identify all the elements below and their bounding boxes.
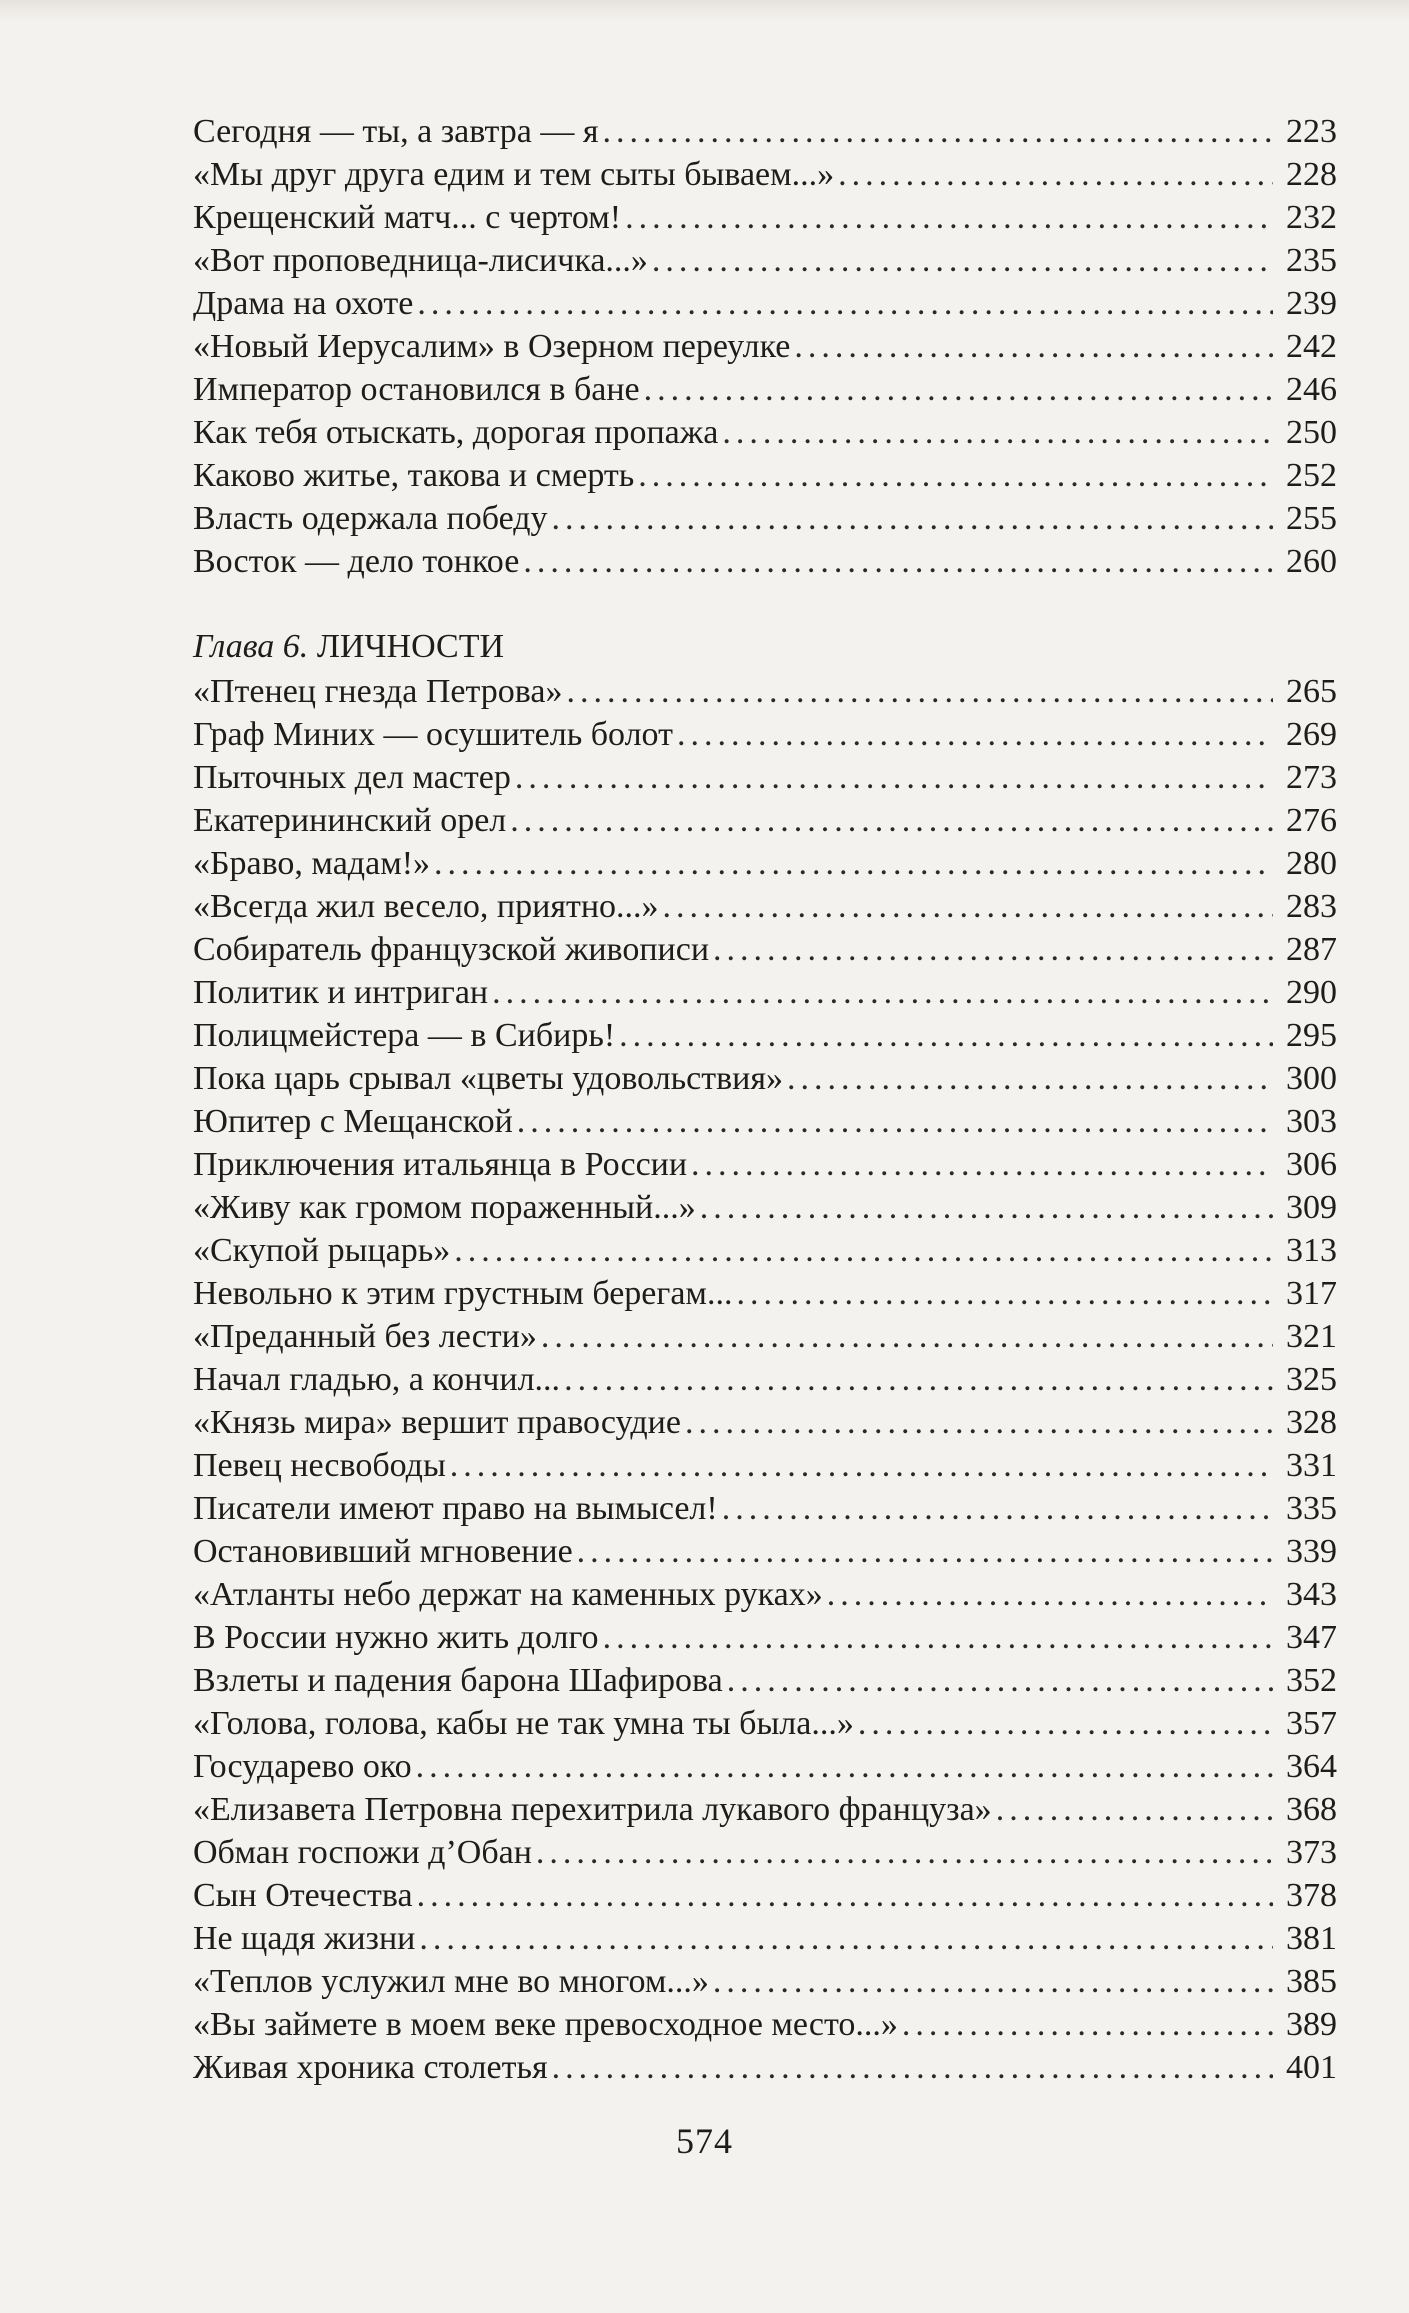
toc-entry-title: Полицмейстера — в Сибирь! xyxy=(193,1017,616,1054)
dot-leader xyxy=(536,1831,1273,1874)
toc-entry-page: 368 xyxy=(1286,1791,1337,1828)
dot-leader xyxy=(827,1573,1273,1616)
dot-leader xyxy=(515,756,1273,799)
dot-leader xyxy=(510,799,1273,842)
dot-leader xyxy=(492,971,1273,1014)
toc-entry-title: «Новый Иерусалим» в Озерном переулке xyxy=(193,328,791,365)
toc-entry-title: Невольно к этим грустным берегам... xyxy=(193,1275,733,1312)
toc-entry xyxy=(193,1272,1337,1315)
toc-entry-title: Драма на охоте xyxy=(193,285,414,322)
toc-entry-title: Крещенский матч... с чертом! xyxy=(193,199,622,236)
toc-entry-page: 339 xyxy=(1286,1533,1337,1570)
toc-entry xyxy=(193,1831,1337,1874)
toc-entry-page: 303 xyxy=(1286,1103,1337,1140)
toc-entry xyxy=(193,368,1337,411)
toc-entry xyxy=(193,1315,1337,1358)
toc-entry xyxy=(193,196,1337,239)
toc-entry xyxy=(193,1530,1337,1573)
toc-entry-title: «Теплов услужил мне во многом...» xyxy=(193,1963,709,2000)
toc-entry-page: 352 xyxy=(1286,1662,1337,1699)
dot-leader xyxy=(577,1530,1273,1573)
toc-entry-page: 252 xyxy=(1286,457,1337,494)
toc-entry-page: 276 xyxy=(1286,802,1337,839)
toc-entry-title: Граф Миних — осушитель болот xyxy=(193,716,673,753)
toc-entry-page: 401 xyxy=(1286,2049,1337,2086)
toc-entry-page: 300 xyxy=(1286,1060,1337,1097)
toc-entry xyxy=(193,885,1337,928)
toc-entry-page: 309 xyxy=(1286,1189,1337,1226)
toc-entry-title: «Преданный без лести» xyxy=(193,1318,537,1355)
toc-entry-page: 232 xyxy=(1286,199,1337,236)
dot-leader xyxy=(450,1444,1273,1487)
toc-entry-title: «Птенец гнезда Петрова» xyxy=(193,673,563,710)
toc-entry-page: 317 xyxy=(1286,1275,1337,1312)
dot-leader xyxy=(685,1401,1273,1444)
toc-entry-title: «Браво, мадам!» xyxy=(193,845,431,882)
toc-entry-title: Остановивший мгновение xyxy=(193,1533,573,1570)
dot-leader xyxy=(644,368,1273,411)
toc-entry-title: Живая хроника столетья xyxy=(193,2049,548,2086)
dot-leader xyxy=(713,928,1273,971)
toc-entry xyxy=(193,1186,1337,1229)
dot-leader xyxy=(722,1487,1273,1530)
dot-leader xyxy=(858,1702,1273,1745)
toc-entry xyxy=(193,1487,1337,1530)
dot-leader xyxy=(552,2046,1273,2089)
toc-entry-page: 378 xyxy=(1286,1877,1337,1914)
chapter-label: Глава 6. xyxy=(193,628,309,665)
toc-entry-page: 260 xyxy=(1286,543,1337,580)
toc-entry xyxy=(193,1014,1337,1057)
toc-entry-title: Не щадя жизни xyxy=(193,1920,416,1957)
toc-entry-title: Сын Отечества xyxy=(193,1877,413,1914)
toc-entry-page: 280 xyxy=(1286,845,1337,882)
toc-entry-title: «Вы займете в моем веке превосходное место...» xyxy=(193,2006,898,2043)
toc-entry xyxy=(193,540,1337,583)
toc-entry xyxy=(193,1100,1337,1143)
page-number: 574 xyxy=(676,2121,733,2161)
dot-leader xyxy=(552,497,1273,540)
toc-entry-title: Пыточных дел мастер xyxy=(193,759,511,796)
dot-leader xyxy=(454,1229,1273,1272)
dot-leader xyxy=(713,1960,1273,2003)
page-top-shadow xyxy=(0,0,1409,22)
toc-entry-page: 250 xyxy=(1286,414,1337,451)
toc-entry-page: 246 xyxy=(1286,371,1337,408)
toc-entry xyxy=(193,1659,1337,1702)
dot-leader xyxy=(638,454,1273,497)
toc-entry-title: Как тебя отыскать, дорогая пропажа xyxy=(193,414,719,451)
toc-entry-page: 265 xyxy=(1286,673,1337,710)
dot-leader xyxy=(838,153,1273,196)
toc-entry-page: 255 xyxy=(1286,500,1337,537)
toc-entry-title: «Скупой рыцарь» xyxy=(193,1232,451,1269)
dot-leader xyxy=(625,196,1273,239)
toc-entry xyxy=(193,2003,1337,2046)
dot-leader xyxy=(727,1659,1273,1702)
toc-entry-title: Взлеты и падения барона Шафирова xyxy=(193,1662,723,1699)
dot-leader xyxy=(700,1186,1273,1229)
toc-entry-page: 306 xyxy=(1286,1146,1337,1183)
toc-entry xyxy=(193,971,1337,1014)
toc-entry-page: 273 xyxy=(1286,759,1337,796)
chapter-title: ЛИЧНОСТИ xyxy=(316,628,505,665)
toc-entry-page: 223 xyxy=(1286,113,1337,150)
toc-entry-page: 328 xyxy=(1286,1404,1337,1441)
toc-entry xyxy=(193,2046,1337,2089)
toc-entry-title: «Атланты небо держат на каменных руках» xyxy=(193,1576,823,1613)
toc-entry xyxy=(193,670,1337,713)
dot-leader xyxy=(677,713,1273,756)
toc-entry-title: Восток — дело тонкое xyxy=(193,543,520,580)
dot-leader xyxy=(566,670,1273,713)
dot-leader xyxy=(902,2003,1273,2046)
dot-leader xyxy=(794,325,1273,368)
toc-entry-page: 290 xyxy=(1286,974,1337,1011)
toc-entry-page: 325 xyxy=(1286,1361,1337,1398)
toc-entry xyxy=(193,713,1337,756)
toc-entry xyxy=(193,1573,1337,1616)
dot-leader xyxy=(619,1014,1273,1057)
dot-leader xyxy=(517,1100,1273,1143)
toc-entry-title: Собиратель французской живописи xyxy=(193,931,710,968)
toc-entry-title: «Живу как громом пораженный...» xyxy=(193,1189,696,1226)
toc-entry xyxy=(193,239,1337,282)
dot-leader xyxy=(419,1917,1273,1960)
toc-entry xyxy=(193,1874,1337,1917)
dot-leader xyxy=(523,540,1273,583)
toc-entry-page: 239 xyxy=(1286,285,1337,322)
toc-entry-title: Певец несвободы xyxy=(193,1447,446,1484)
toc-entry-page: 381 xyxy=(1286,1920,1337,1957)
toc-entry-page: 343 xyxy=(1286,1576,1337,1613)
toc-entry xyxy=(193,1745,1337,1788)
toc-entry xyxy=(193,110,1337,153)
toc-entry xyxy=(193,756,1337,799)
toc-entry-page: 295 xyxy=(1286,1017,1337,1054)
toc-entry-title: Император остановился в бане xyxy=(193,371,640,408)
toc-entry xyxy=(193,325,1337,368)
toc-entry-title: «Всегда жил весело, приятно...» xyxy=(193,888,659,925)
dot-leader xyxy=(417,282,1273,325)
toc-entry xyxy=(193,799,1337,842)
dot-leader xyxy=(996,1788,1273,1831)
toc-entry-page: 321 xyxy=(1286,1318,1337,1355)
chapter-heading xyxy=(193,624,1337,670)
dot-leader xyxy=(787,1057,1273,1100)
toc-entry xyxy=(193,1960,1337,2003)
toc-entry xyxy=(193,1401,1337,1444)
toc-entry xyxy=(193,1229,1337,1272)
toc-entry-page: 357 xyxy=(1286,1705,1337,1742)
toc-entry xyxy=(193,1788,1337,1831)
dot-leader xyxy=(652,239,1273,282)
toc-section-chapter-6 xyxy=(193,624,1337,2089)
toc-entry-title: Сегодня — ты, а завтра — я xyxy=(193,113,599,150)
toc-section-previous-chapter xyxy=(193,110,1337,583)
dot-leader xyxy=(541,1315,1273,1358)
toc-entry-page: 347 xyxy=(1286,1619,1337,1656)
toc-entry-page: 228 xyxy=(1286,156,1337,193)
toc-entry-title: Приключения итальянца в России xyxy=(193,1146,688,1183)
dot-leader xyxy=(722,411,1273,454)
toc-entry xyxy=(193,282,1337,325)
toc-entry-title: Политик и интриган xyxy=(193,974,489,1011)
toc-entry-page: 235 xyxy=(1286,242,1337,279)
dot-leader xyxy=(417,1874,1273,1917)
dot-leader xyxy=(602,110,1273,153)
toc-entry-title: «Мы друг друга едим и тем сыты бываем...» xyxy=(193,156,835,193)
dot-leader xyxy=(691,1143,1273,1186)
toc-entry-page: 269 xyxy=(1286,716,1337,753)
toc-entry-title: Екатерининский орел xyxy=(193,802,507,839)
toc-entry xyxy=(193,1444,1337,1487)
toc-entry xyxy=(193,928,1337,971)
toc-entry-title: Писатели имеют право на вымысел! xyxy=(193,1490,718,1527)
toc-entry xyxy=(193,1917,1337,1960)
toc-entry xyxy=(193,842,1337,885)
toc-entry-page: 283 xyxy=(1286,888,1337,925)
toc-entry xyxy=(193,1702,1337,1745)
toc-entry-title: Власть одержала победу xyxy=(193,500,548,537)
toc-entry-page: 389 xyxy=(1286,2006,1337,2043)
toc-entry-page: 373 xyxy=(1286,1834,1337,1871)
toc-entry-page: 242 xyxy=(1286,328,1337,365)
toc-entry-title: Начал гладью, а кончил... xyxy=(193,1361,561,1398)
toc-entry xyxy=(193,1143,1337,1186)
toc-entry-title: Обман госпожи д’Обан xyxy=(193,1834,532,1871)
toc-entry-title: «Князь мира» вершит правосудие xyxy=(193,1404,681,1441)
toc-entry-title: Юпитер с Мещанской xyxy=(193,1103,513,1140)
toc-entry xyxy=(193,153,1337,196)
dot-leader xyxy=(564,1358,1273,1401)
toc-entry-page: 385 xyxy=(1286,1963,1337,2000)
dot-leader xyxy=(416,1745,1273,1788)
toc-entry xyxy=(193,1616,1337,1659)
toc-entry-page: 287 xyxy=(1286,931,1337,968)
toc-entry xyxy=(193,1057,1337,1100)
toc-entry xyxy=(193,454,1337,497)
toc-entry-title: Государево око xyxy=(193,1748,412,1785)
toc-entry-title: «Вот проповедница-лисичка...» xyxy=(193,242,648,279)
toc-entry-page: 364 xyxy=(1286,1748,1337,1785)
dot-leader xyxy=(736,1272,1273,1315)
dot-leader xyxy=(603,1616,1273,1659)
toc-entry xyxy=(193,1358,1337,1401)
toc-entry-title: В России нужно жить долго xyxy=(193,1619,599,1656)
dot-leader xyxy=(434,842,1273,885)
toc-entry xyxy=(193,411,1337,454)
toc-entry-title: Каково житье, такова и смерть xyxy=(193,457,635,494)
toc-entry xyxy=(193,497,1337,540)
toc-entry-title: «Голова, голова, кабы не так умна ты была...» xyxy=(193,1705,854,1742)
toc-entry-page: 331 xyxy=(1286,1447,1337,1484)
toc-entry-page: 313 xyxy=(1286,1232,1337,1269)
toc-entry-title: «Елизавета Петровна перехитрила лукавого француза» xyxy=(193,1791,992,1828)
toc-entry-title: Пока царь срывал «цветы удовольствия» xyxy=(193,1060,784,1097)
dot-leader xyxy=(663,885,1273,928)
toc-entry-page: 335 xyxy=(1286,1490,1337,1527)
